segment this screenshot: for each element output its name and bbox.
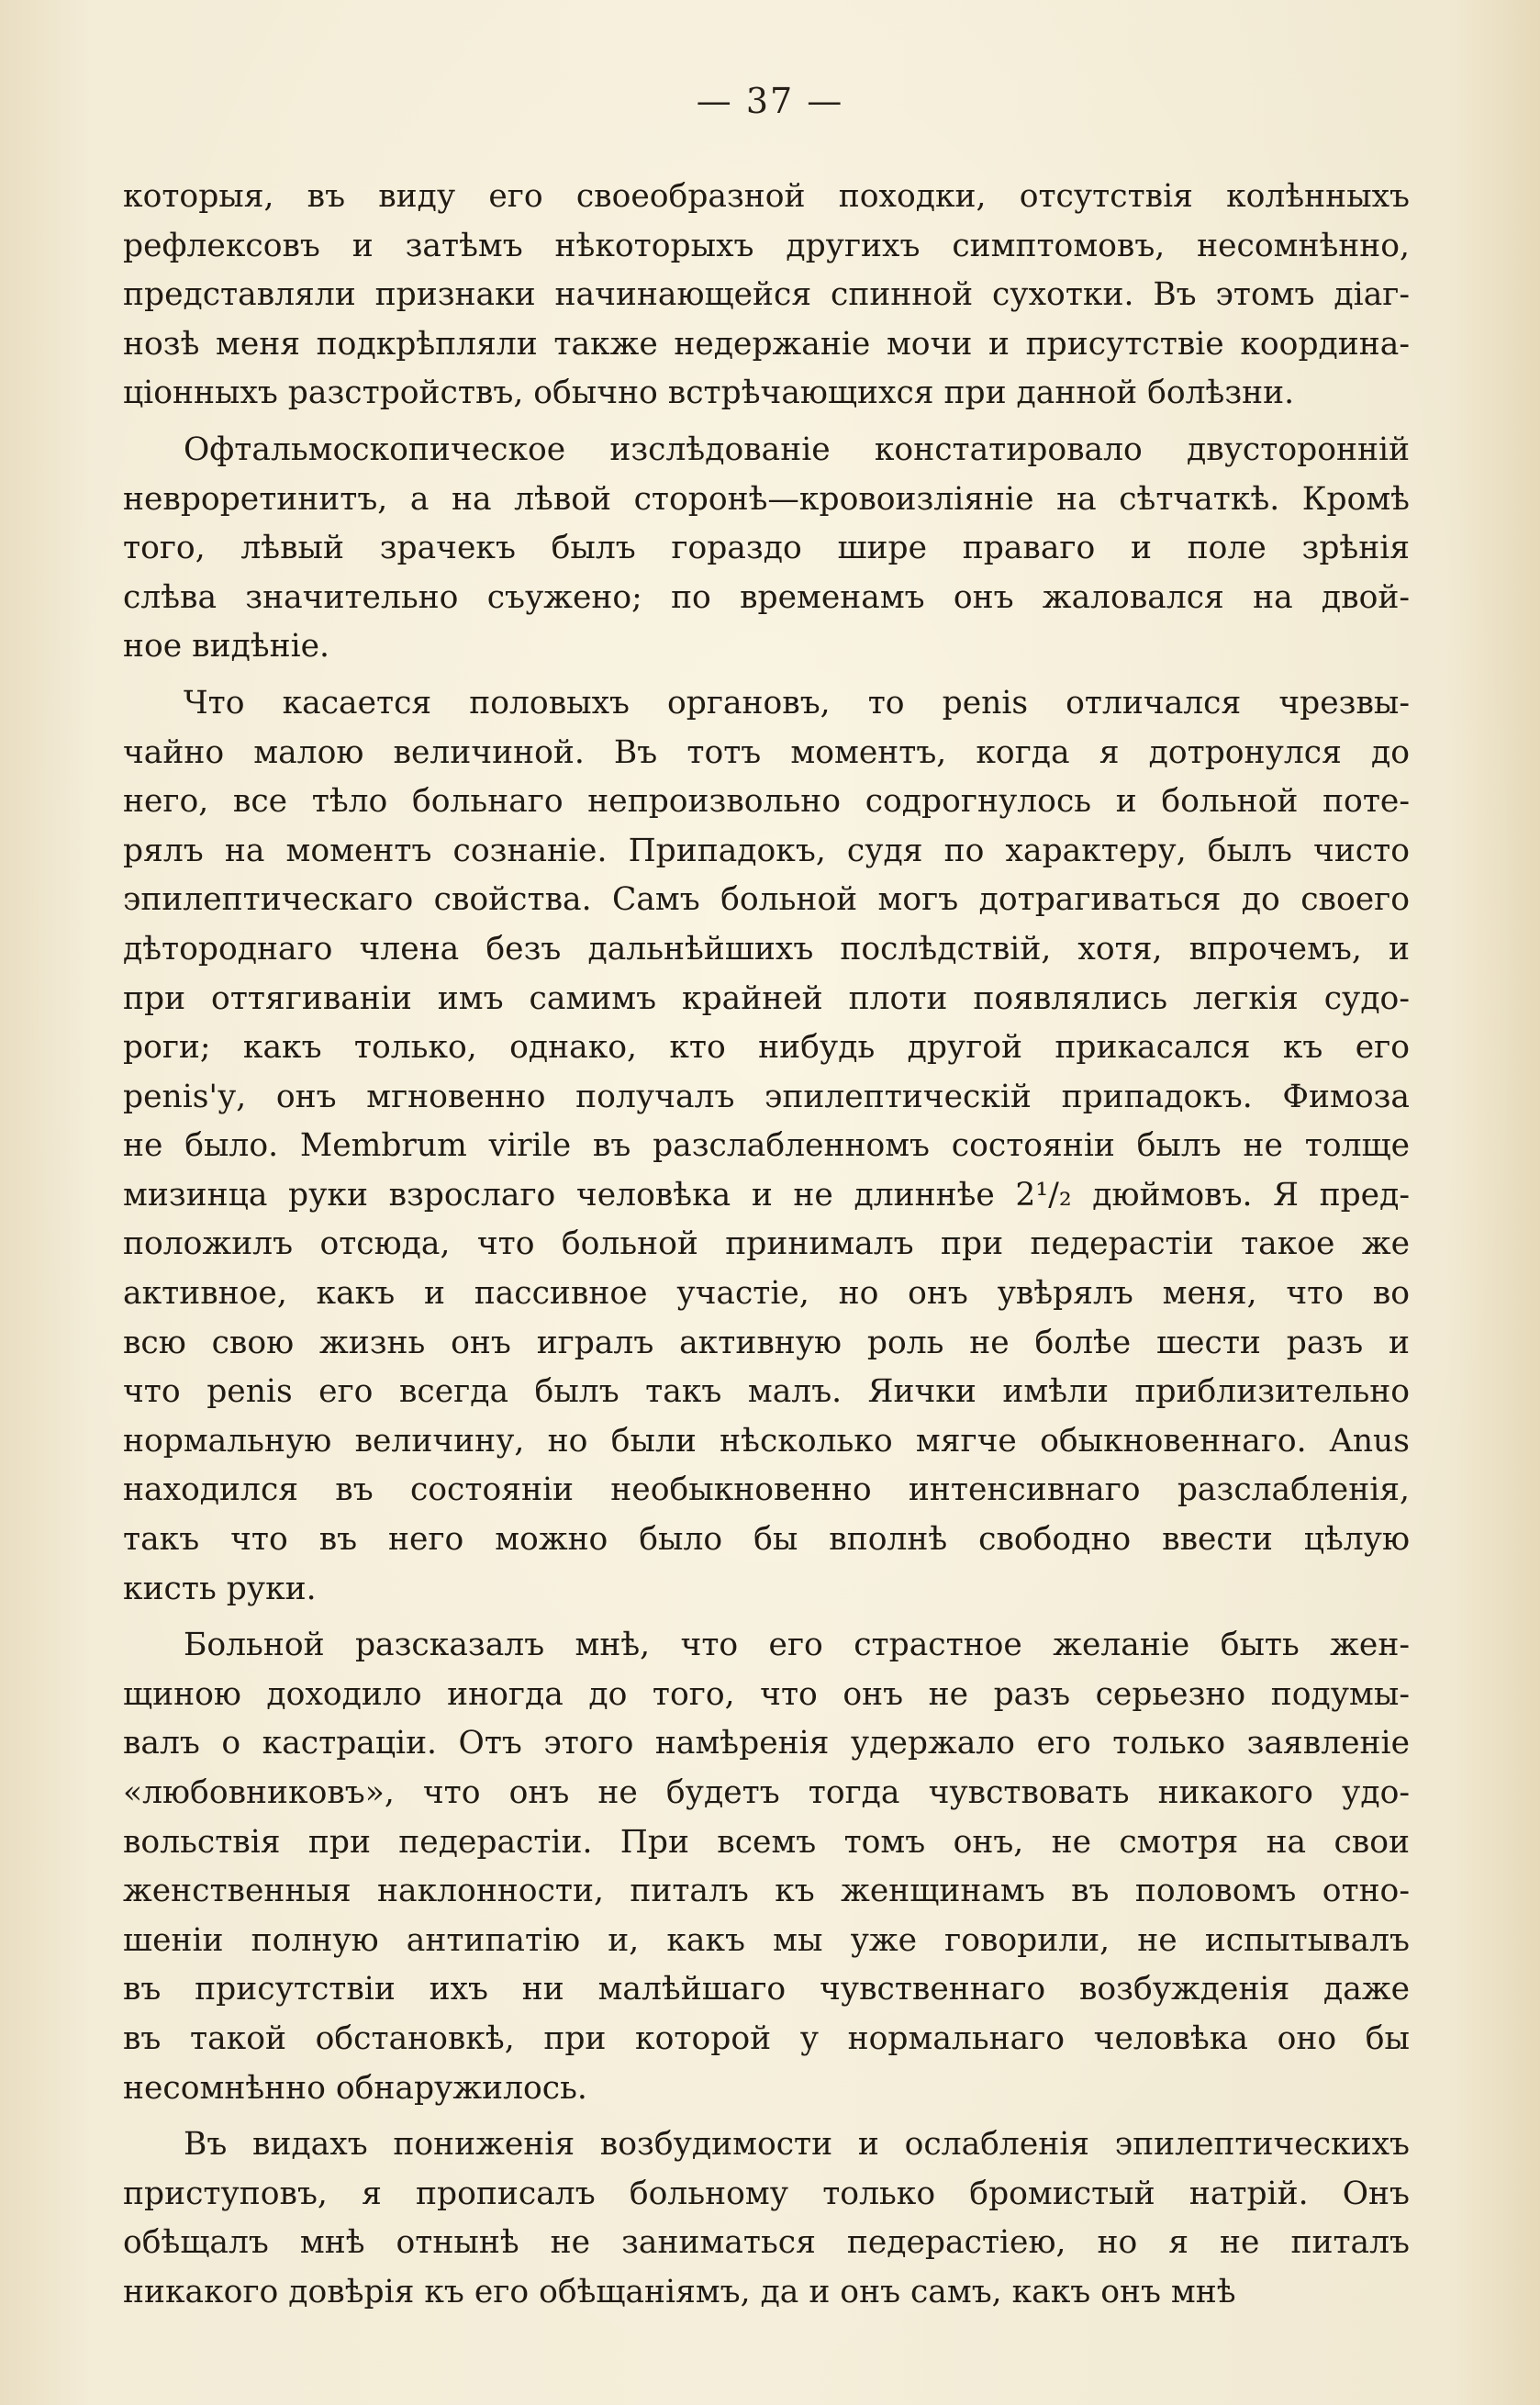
paragraph [123, 173, 1410, 419]
text-line: роги; какъ только, однако, кто нибудь другой прикасался къ его [123, 1029, 1410, 1067]
text-line: Больной разсказалъ мнѣ, что его страстное желаніе быть жен- [184, 1627, 1410, 1664]
paragraph [123, 2120, 1410, 2317]
text-line: вольствія при педерастіи. При всемъ томъ онъ, не смотря на свои [123, 1823, 1410, 1861]
text-line: шеніи полную антипатію и, какъ мы уже говорили, не испытывалъ [123, 1921, 1410, 1959]
text-line: рялъ на моментъ сознаніе. Припадокъ, судя по характеру, былъ чисто [123, 832, 1410, 869]
text-line: Что касается половыхъ органовъ, то penis отличался чрезвы- [184, 684, 1410, 722]
text-line: невроретинитъ, а на лѣвой сторонѣ—кровоизліяніе на сѣтчаткѣ. Кромѣ [123, 480, 1410, 518]
text-line: ное видѣніе. [123, 628, 330, 666]
text-line: того, лѣвый зрачекъ былъ гораздо шире праваго и поле зрѣнія [123, 530, 1410, 567]
text-line: представляли признаки начинающейся спинной сухотки. Въ этомъ діаг- [123, 276, 1410, 314]
text-line: Офтальмоскопическое изслѣдованіе констатировало двусторонній [184, 431, 1410, 468]
text-line: нормальную величину, но были нѣсколько мягче обыкновеннаго. Anus [123, 1422, 1410, 1460]
text-line: мизинца руки взрослаго человѣка и не длиннѣе 2¹/₂ дюймовъ. Я пред- [123, 1176, 1410, 1214]
paragraph [123, 679, 1410, 1614]
paragraph-gap [123, 2113, 1410, 2120]
text-line: него, все тѣло больнаго непроизвольно содрогнулось и больной поте- [123, 783, 1410, 821]
paragraph-gap [123, 419, 1410, 426]
paragraph [123, 1621, 1410, 2113]
text-line: никакого довѣрія къ его обѣщаніямъ, да и онъ самъ, какъ онъ мнѣ [123, 2273, 1236, 2310]
text-line: кисть руки. [123, 1570, 317, 1607]
body-text [123, 173, 1410, 2318]
page-number: — 37 — [696, 81, 844, 121]
text-line: Въ видахъ пониженія возбудимости и ослабленія эпилептическихъ [184, 2126, 1410, 2164]
text-line: женственныя наклонности, питалъ къ женщинамъ въ половомъ отно- [123, 1873, 1410, 1910]
text-line: всю свою жизнь онъ игралъ активную роль не болѣе шести разъ и [123, 1324, 1410, 1361]
text-line: чайно малою величиной. Въ тотъ моментъ, когда я дотронулся до [123, 733, 1410, 771]
paragraph [123, 426, 1410, 672]
text-line: валъ о кастраціи. Отъ этого намѣренія удержало его только заявленіе [123, 1725, 1410, 1762]
text-line: эпилептическаго свойства. Самъ больной могъ дотрагиваться до своего [123, 881, 1410, 919]
paragraph-gap [123, 1614, 1410, 1621]
text-line: находился въ состояніи необыкновенно интенсивнаго разслабленія, [123, 1471, 1410, 1509]
text-line: не было. Membrum virile въ разслабленномъ состояніи былъ не толще [123, 1127, 1410, 1165]
text-line: penis'у, онъ мгновенно получалъ эпилептическій припадокъ. Фимоза [123, 1078, 1410, 1115]
text-line: въ такой обстановкѣ, при которой у нормальнаго человѣка оно бы [123, 2019, 1410, 2057]
text-line: въ присутствіи ихъ ни малѣйшаго чувственнаго возбужденія даже [123, 1971, 1410, 2008]
text-line: слѣва значительно съужено; по временамъ онъ жаловался на двой- [123, 578, 1410, 616]
text-line: дѣтороднаго члена безъ дальнѣйшихъ послѣдствій, хотя, впрочемъ, и [123, 930, 1410, 968]
text-line: положилъ отсюда, что больной принималъ при педерастіи такое же [123, 1225, 1410, 1263]
text-line: нозѣ меня подкрѣпляли также недержаніе мочи и присутствіе координа- [123, 325, 1410, 363]
text-line: обѣщалъ мнѣ отнынѣ не заниматься педерастіею, но я не питалъ [123, 2224, 1410, 2262]
text-line: такъ что въ него можно было бы вполнѣ свободно ввести цѣлую [123, 1521, 1410, 1559]
text-line: активное, какъ и пассивное участіе, но онъ увѣрялъ меня, что во [123, 1275, 1410, 1313]
text-line: при оттягиваніи имъ самимъ крайней плоти появлялись легкія судо- [123, 979, 1410, 1017]
text-line: щиною доходило иногда до того, что онъ не разъ серьезно подумы- [123, 1675, 1410, 1713]
text-line: несомнѣнно обнаружилось. [123, 2069, 587, 2107]
text-line: рефлексовъ и затѣмъ нѣкоторыхъ другихъ симптомовъ, несомнѣнно, [123, 227, 1410, 264]
text-line: что penis его всегда былъ такъ малъ. Яички имѣли приблизительно [123, 1373, 1410, 1411]
text-line: ціонныхъ разстройствъ, обычно встрѣчающихся при данной болѣзни. [123, 375, 1295, 412]
text-line: которыя, въ виду его своеобразной походки, отсутствія колѣнныхъ [123, 178, 1410, 215]
text-line: «любовниковъ», что онъ не будетъ тогда чувствовать никакого удо- [123, 1774, 1410, 1811]
text-line: приступовъ, я прописалъ больному только бромистый натрій. Онъ [123, 2175, 1410, 2212]
paragraph-gap [123, 672, 1410, 679]
